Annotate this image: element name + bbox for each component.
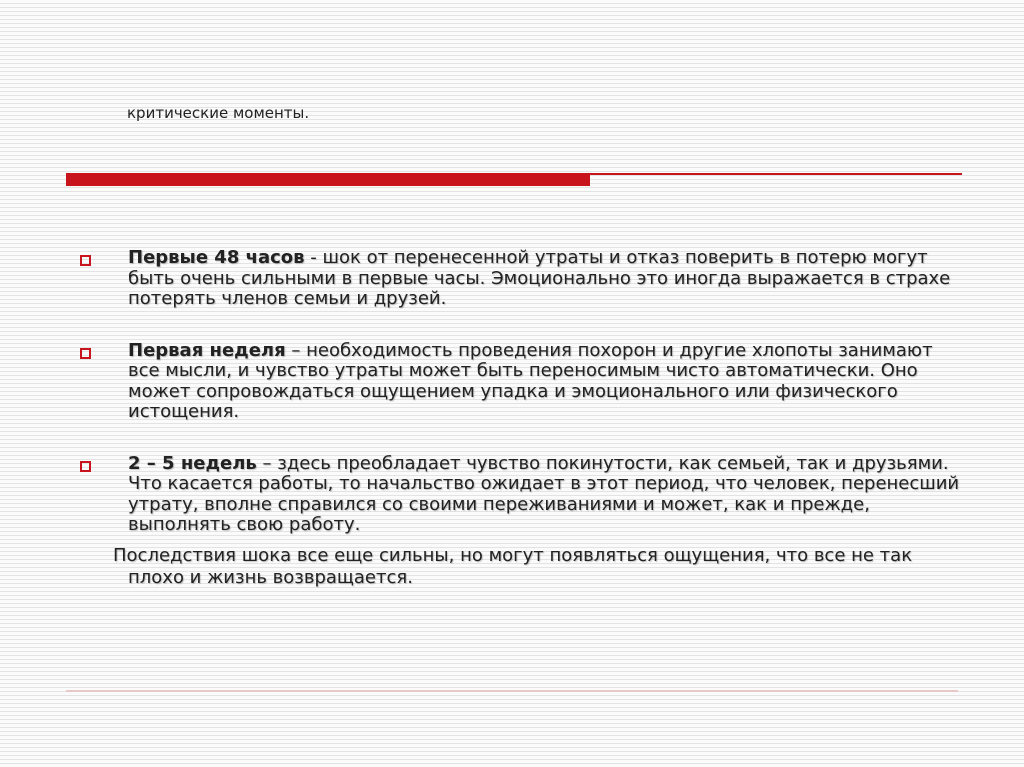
bullet-item-first-48-hours <box>80 248 960 310</box>
bullet-text: – необходимость проведения похорон и другие хлопоты занимают все мысли, и чувство утраты может быть переносимым чисто автоматически. Оно может сопровождаться ощущением упадка и эмоционального или физического истощения. <box>128 339 933 422</box>
bullet-continuation-text: Последствия шока все еще сильны, но могут появляться ощущения, что все не так плохо и жизнь возвращается. <box>113 544 913 588</box>
square-bullet-icon <box>80 348 91 359</box>
square-bullet-icon <box>80 255 91 266</box>
bullet-text: – здесь преобладает чувство покинутости, как семьей, так и друзьями. Что касается работы, то начальство ожидает в этот период, что человек, перенесший утрату, вполне справился со своими переживаниями и может, как и прежде, выполнять свою работу. <box>128 452 960 535</box>
title-divider-thick <box>66 173 590 186</box>
footer-divider <box>66 690 958 692</box>
bullet-term: Первые 48 часов <box>128 247 305 268</box>
slide-subtitle: критические моменты. <box>127 104 310 122</box>
title-divider-thin <box>590 173 962 175</box>
bullet-term: 2 – 5 недель <box>128 452 257 474</box>
bullet-term: Первая неделя <box>128 339 286 361</box>
bullet-item-first-week <box>80 341 960 423</box>
bullet-item-2-5-weeks <box>80 454 960 536</box>
bullet-text: - шок от перенесенной утраты и отказ поверить в потерю могут быть очень сильными в первые часы. Эмоционально это иногда выражается в страхе потерять членов семьи и друзей. <box>128 247 951 309</box>
slide-content <box>80 248 960 589</box>
square-bullet-icon <box>80 461 91 472</box>
